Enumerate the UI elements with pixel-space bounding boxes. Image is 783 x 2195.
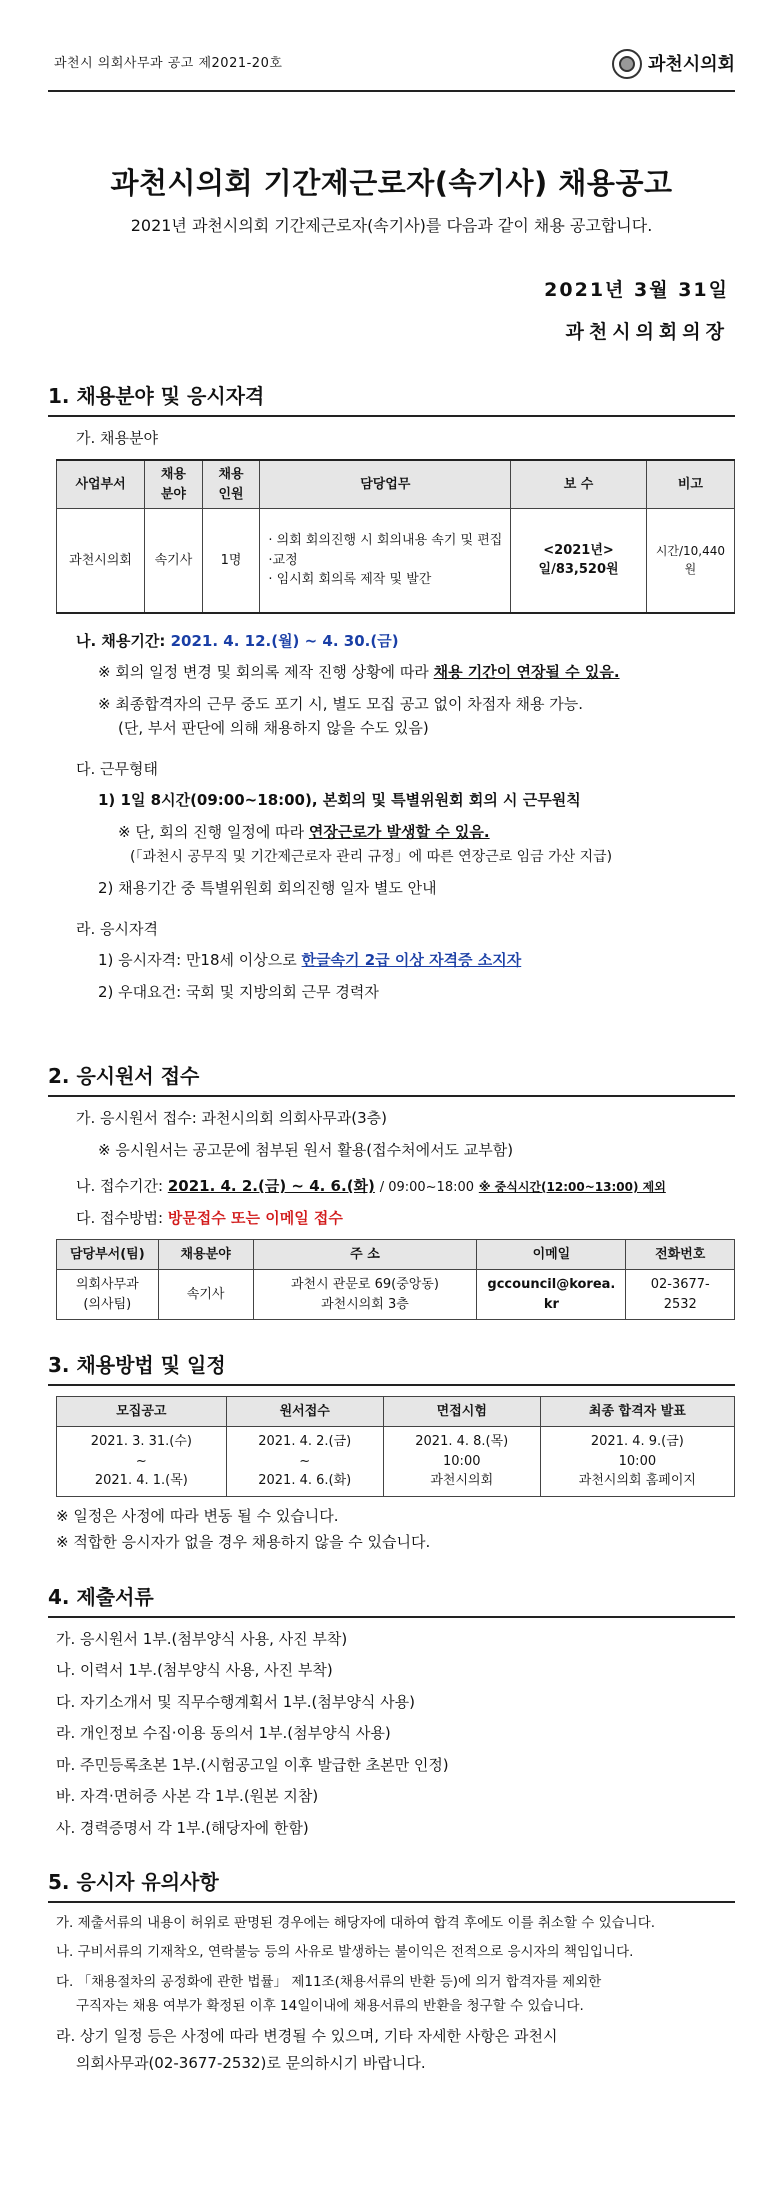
address-cell: [253, 1270, 477, 1320]
list-item-cont: 의회사무과(02-3677-2532)로 문의하시기 바랍니다.: [76, 2053, 426, 2072]
schedule-line: ~: [299, 1453, 311, 1469]
note-text: ※ 단, 회의 진행 일정에 따라: [118, 822, 305, 841]
pay-amount: 일/83,520원: [538, 562, 619, 578]
sub-heading: 다. 근무형태: [76, 759, 158, 778]
section-3-body: [48, 1396, 735, 1554]
list-item: 사. 경력증명서 각 1부.(해당자에 한함): [56, 1818, 309, 1837]
org-name: 과천시의회: [648, 53, 735, 75]
list-item: 바. 자격·면허증 사본 각 1부.(원본 지참): [56, 1787, 319, 1805]
schedule-cell: [226, 1427, 383, 1497]
header-cell: 채용 인원: [202, 460, 260, 509]
schedule-cell: [57, 1427, 227, 1497]
dept-cell: 과천시의회: [57, 509, 145, 613]
receipt-method-value: 방문접수 또는 이메일 접수: [167, 1208, 343, 1227]
list-item: 다. 자기소개서 및 직무수행계획서 1부.(첨부양식 사용): [56, 1692, 415, 1711]
note-line: ※ 일정은 사정에 따라 변동 될 수 있습니다.: [56, 1506, 339, 1525]
note-line: (「과천시 공무직 및 기간제근로자 관리 규정」에 따른 연장근로 임금 가산 지급): [130, 849, 613, 865]
pay-year: <2021년>: [543, 542, 614, 558]
note-emphasis: 채용 기간이 연장될 수 있음.: [433, 663, 620, 681]
list-item: 라. 개인정보 수집·이용 동의서 1부.(첨부양식 사용): [56, 1724, 391, 1742]
schedule-line: 2021. 4. 1.(목): [94, 1473, 188, 1488]
address-line: 과천시의회 3층: [321, 1296, 409, 1312]
list-item: 가. 제출서류의 내용이 허위로 판명된 경우에는 해당자에 대하여 합격 후에도 이를 취소할 수 있습니다.: [56, 1915, 656, 1931]
list-item-cont: 구직자는 채용 여부가 확정된 이후 14일이내에 채용서류의 반환을 청구할 수 있습니다.: [76, 1997, 584, 2014]
section-heading: 3. 채용방법 및 일정: [48, 1350, 735, 1386]
schedule-line: 2021. 4. 8.(목): [415, 1434, 509, 1449]
header-cell: 담당부서(팀): [57, 1240, 159, 1270]
recruit-table: [56, 459, 735, 614]
schedule-cell: [383, 1427, 540, 1497]
header-cell: 최종 합격자 발표: [540, 1397, 734, 1427]
duty-line: · 임시회 회의록 제작 및 발간: [268, 572, 432, 587]
receipt-period-value: 2021. 4. 2.(금) ~ 4. 6.(화): [167, 1177, 375, 1195]
header-cell: 사업부서: [57, 460, 145, 509]
note-line: [56, 661, 735, 684]
pay-cell: [511, 509, 647, 613]
table-row: [57, 509, 735, 613]
receipt-method-line: [56, 1207, 735, 1230]
note-emphasis: 연장근로가 발생할 수 있음.: [308, 822, 490, 841]
note-line: ※ 적합한 응시자가 없을 경우 채용하지 않을 수 있습니다.: [56, 1533, 431, 1551]
schedule-line: ~: [135, 1453, 147, 1469]
section-5-body: [48, 1913, 735, 2074]
qualification-emphasis: 한글속기 2급 이상 자격증 소지자: [301, 951, 522, 969]
qualification-text: 1) 응시자격: 만18세 이상으로: [98, 951, 297, 969]
list-item: 나. 구비서류의 기재착오, 연락불능 등의 사유로 발생하는 불이익은 전적으로 응시자의 책임입니다.: [56, 1944, 634, 1961]
phone-line: 02-3677-: [650, 1277, 710, 1292]
table-row: [57, 1427, 735, 1497]
table-header-row: [57, 1240, 735, 1270]
header-cell: 전화번호: [626, 1240, 735, 1270]
note-text: ※ 회의 일정 변경 및 회의록 제작 진행 상황에 따라: [98, 663, 429, 681]
header-cell: 이메일: [477, 1240, 626, 1270]
schedule-line: 10:00: [443, 1453, 481, 1469]
header-cell: 원서접수: [226, 1397, 383, 1427]
notice-date: 2021년 3월 31일: [544, 278, 729, 301]
contact-table: [56, 1239, 735, 1320]
note-line: ※ 최종합격자의 근무 중도 포기 시, 별도 모집 공고 없이 차점자 채용 가능.: [98, 694, 584, 713]
dept-line: 의회사무과: [75, 1277, 139, 1292]
email-line: kr: [543, 1296, 559, 1312]
preference-line: 2) 우대요건: 국회 및 지방의회 근무 경력자: [98, 982, 379, 1001]
schedule-line: 2021. 3. 31.(수): [90, 1434, 192, 1449]
section-2-body: [48, 1107, 735, 1320]
section-heading: 4. 제출서류: [48, 1582, 735, 1618]
sub-heading: 라. 응시자격: [76, 919, 158, 938]
notice-issuer: 과천시의회의장: [565, 321, 729, 343]
list-item: 가. 응시원서 1부.(첨부양식 사용, 사진 부착): [56, 1629, 348, 1648]
work-hours-line: 1) 1일 8시간(09:00~18:00), 본회의 및 특별위원회 회의 시 근무원칙: [98, 791, 581, 809]
section-heading: 1. 채용분야 및 응시자격: [48, 381, 735, 417]
field-cell: 속기사: [158, 1270, 253, 1320]
period-label: 나. 채용기간:: [76, 631, 166, 650]
schedule-line: 2021. 4. 2.(금): [258, 1434, 352, 1449]
section-4-body: [48, 1628, 735, 1840]
section-1-body: [48, 427, 735, 1004]
work-line: 2) 채용기간 중 특별위원회 회의진행 일자 별도 안내: [98, 879, 437, 897]
schedule-line: 과천시의회: [430, 1473, 494, 1488]
notice-subtitle: 2021년 과천시의회 기간제근로자(속기사)를 다음과 같이 채용 공고합니다.: [130, 215, 653, 235]
header-cell: 비고: [646, 460, 734, 509]
receipt-time: / 09:00~18:00: [379, 1180, 475, 1195]
header-cell: 채용분야: [158, 1240, 253, 1270]
schedule-line: 10:00: [618, 1453, 657, 1469]
schedule-line: 과천시의회 홈페이지: [578, 1473, 696, 1488]
phone-line: 2532: [663, 1296, 697, 1312]
list-item: 라. 상기 일정 등은 사정에 따라 변경될 수 있으며, 기타 자세한 사항은 과천시: [56, 2027, 558, 2045]
email-line: gccouncil@korea.: [487, 1277, 616, 1292]
qualification-line: [56, 949, 735, 972]
header-cell: 보 수: [511, 460, 647, 509]
note-cell: 시간/10,440원: [646, 509, 734, 613]
notice-title: 과천시의회 기간제근로자(속기사) 채용공고: [110, 166, 673, 200]
count-cell: 1명: [202, 509, 260, 613]
council-seal-icon: [612, 49, 642, 79]
email-cell: [477, 1270, 626, 1320]
note-line: ※ 응시원서는 공고문에 첨부된 원서 활용(접수처에서도 교부함): [98, 1140, 514, 1159]
receipt-method-label: 다. 접수방법:: [76, 1208, 164, 1227]
duty-line: · 의회 회의진행 시 회의내용 속기 및 편집·교정: [268, 533, 503, 568]
table-row: [57, 1270, 735, 1320]
dept-cell: [57, 1270, 159, 1320]
note-line: (단, 부서 판단에 의해 채용하지 않을 수도 있음): [118, 719, 429, 737]
application-line: 가. 응시원서 접수: 과천시의회 의회사무과(3층): [76, 1109, 387, 1127]
list-item: 다. 「채용절차의 공정화에 관한 법률」 제11조(채용서류의 반환 등)에 의거 합격자를 제외한: [56, 1973, 602, 1990]
period-line: [56, 630, 735, 653]
schedule-line: 2021. 4. 6.(화): [258, 1473, 352, 1488]
notice-header: [48, 38, 735, 92]
address-line: 과천시 관문로 69(중앙동): [290, 1277, 439, 1292]
receipt-period-label: 나. 접수기간:: [76, 1177, 164, 1195]
section-heading: 2. 응시원서 접수: [48, 1061, 735, 1097]
schedule-line: 2021. 4. 9.(금): [590, 1434, 684, 1449]
duty-cell: [260, 509, 511, 613]
dept-line: (의사팀): [83, 1296, 132, 1312]
header-cell: 모집공고: [57, 1397, 227, 1427]
field-cell: 속기사: [145, 509, 203, 613]
section-heading: 5. 응시자 유의사항: [48, 1867, 735, 1903]
table-header-row: [57, 1397, 735, 1427]
notice-number: 과천시 의회사무과 공고 제2021-20호: [54, 56, 283, 72]
lunch-note: ※ 중식시간(12:00~13:00) 제외: [478, 1180, 666, 1194]
schedule-cell: [540, 1427, 734, 1497]
list-item: 나. 이력서 1부.(첨부양식 사용, 사진 부착): [56, 1661, 333, 1679]
sub-heading: 가. 채용분야: [76, 428, 158, 447]
table-header-row: [57, 460, 735, 509]
header-cell: 담당업무: [260, 460, 511, 509]
schedule-table: [56, 1396, 735, 1497]
header-cell: 주 소: [253, 1240, 477, 1270]
header-cell: 면접시험: [383, 1397, 540, 1427]
note-line: [56, 821, 735, 844]
header-cell: 채용 분야: [145, 460, 203, 509]
period-value: 2021. 4. 12.(월) ~ 4. 30.(금): [170, 631, 399, 650]
phone-cell: [626, 1270, 735, 1320]
receipt-period-line: [56, 1175, 735, 1198]
list-item: 마. 주민등록초본 1부.(시험공고일 이후 발급한 초본만 인정): [56, 1755, 449, 1774]
org-logo: [612, 49, 735, 79]
